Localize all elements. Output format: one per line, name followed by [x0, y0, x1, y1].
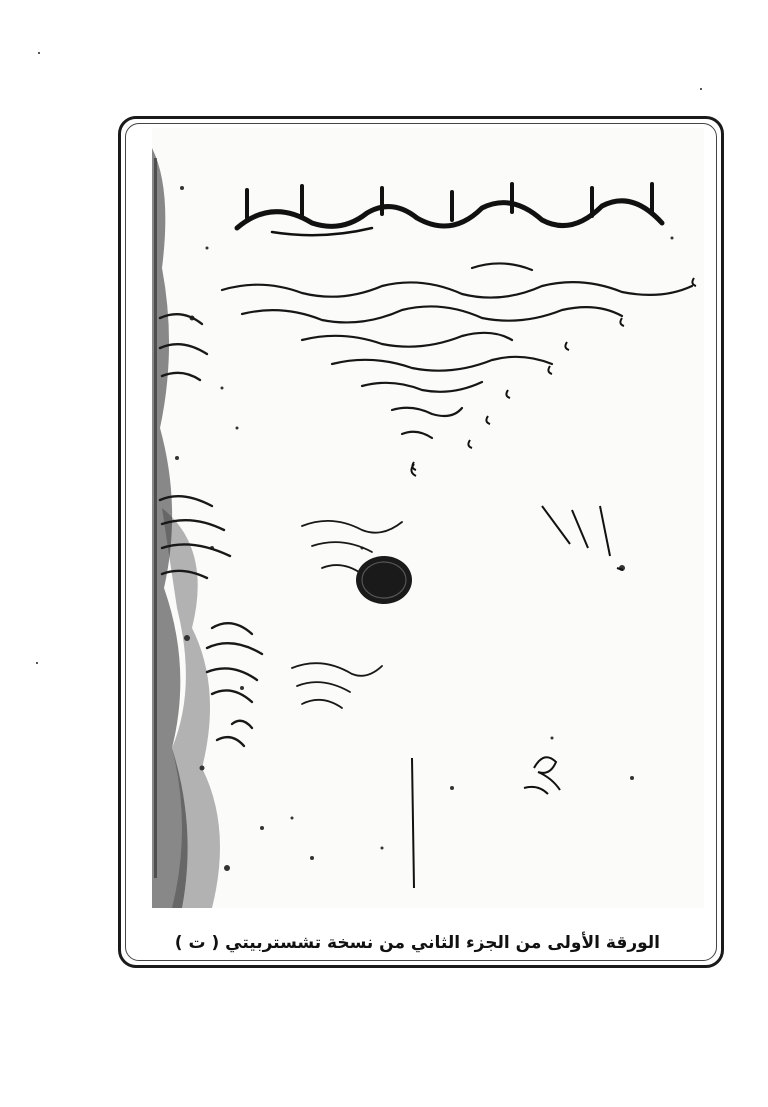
- stroke-marks: [412, 506, 623, 888]
- ownership-inscriptions: [292, 521, 402, 708]
- manuscript-image: [152, 128, 704, 908]
- foxing-spots: [175, 186, 674, 871]
- left-margin-damage: [152, 148, 220, 908]
- scan-speck: [700, 88, 702, 90]
- seal-stamp: [356, 556, 412, 604]
- page-caption: الورقة الأولى من الجزء الثاني من نسخة تشستربيتي ( ت ): [174, 933, 660, 953]
- verse-markers: [411, 278, 696, 476]
- manuscript-text-lines: [222, 263, 692, 438]
- title-calligraphy: [237, 184, 662, 235]
- scan-speck: [38, 52, 40, 54]
- lower-scribble: [524, 757, 560, 794]
- manuscript-scan: [152, 128, 704, 908]
- scan-speck: [36, 662, 38, 664]
